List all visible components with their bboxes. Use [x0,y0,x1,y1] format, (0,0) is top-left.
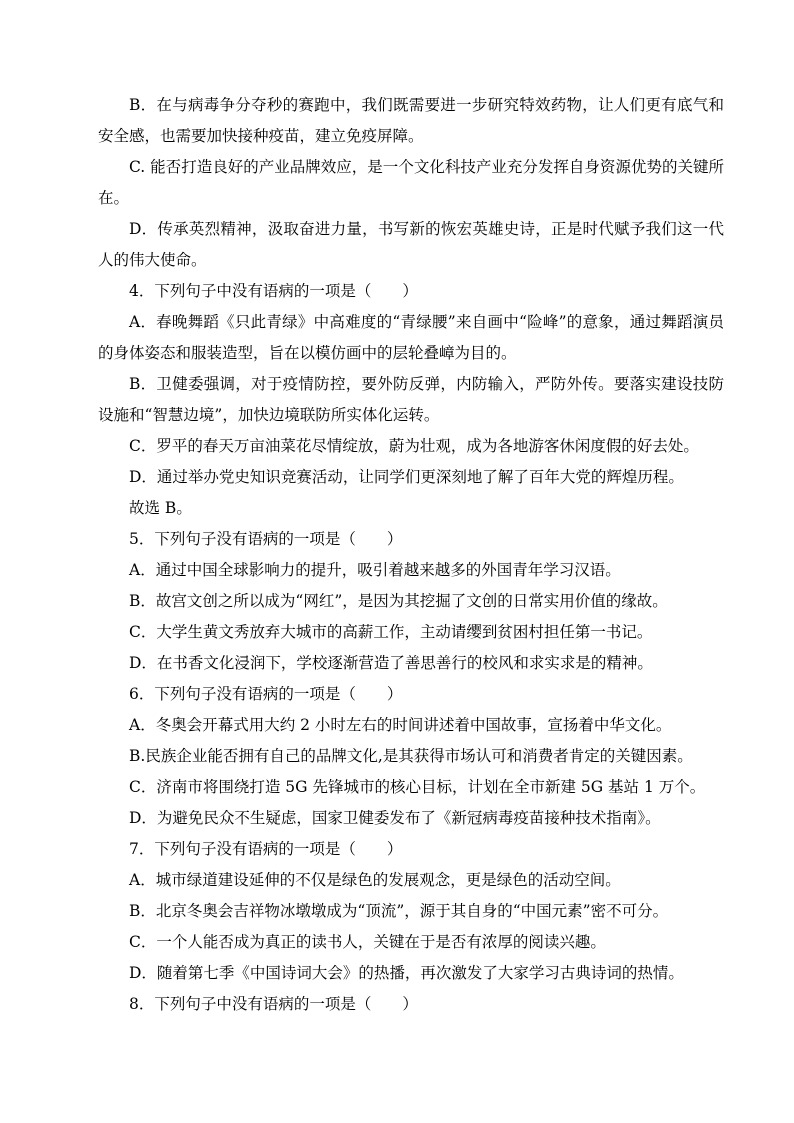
option-paragraph: A．通过中国全球影响力的提升，吸引着越来越多的外国青年学习汉语。 [129,561,621,579]
option-paragraph: C. 能否打造良好的产业品牌效应，是一个文化科技产业充分发挥自身资源优势的关键所在。 [98,158,724,207]
document-body [98,90,724,1020]
option-paragraph: B．卫健委强调，对于疫情防控，要外防反弹，内防输入，严防外传。要落实建设技防设施和“智慧边境”，加快边境联防所实体化运转。 [98,375,724,424]
question-8-prompt: 8．下列句子中没有语病的一项是（ ） [129,995,418,1013]
option-paragraph: B.民族企业能否拥有自己的品牌文化,是其获得市场认可和消费者肯定的关键因素。 [129,747,693,765]
option-paragraph: B．故宫文创之所以成为“网红”，是因为其挖掘了文创的日常实用价值的缘故。 [129,592,668,610]
option-paragraph: D．通过举办党史知识竞赛活动，让同学们更深刻地了解了百年大党的辉煌历程。 [129,468,684,486]
question-7-prompt: 7．下列句子没有语病的一项是（ ） [129,840,403,858]
option-paragraph: A．冬奥会开幕式用大约 2 小时左右的时间讲述着中国故事，宣扬着中华文化。 [129,716,672,734]
option-paragraph: D．在书香文化浸润下，学校逐渐营造了善思善行的校风和求实求是的精神。 [129,654,653,672]
option-paragraph: B．北京冬奥会吉祥物冰墩墩成为“顶流”，源于其自身的“中国元素”密不可分。 [129,902,669,920]
option-paragraph: C．一个人能否成为真正的读书人，关键在于是否有浓厚的阅读兴趣。 [129,933,606,951]
option-paragraph: D．为避免民众不生疑虑，国家卫健委发布了《新冠病毒疫苗接种技术指南》。 [129,809,661,827]
option-paragraph: D．随着第七季《中国诗词大会》的热播，再次激发了大家学习古典诗词的热情。 [129,964,684,982]
option-paragraph: D．传承英烈精神，汲取奋进力量，书写新的恢宏英雄史诗，正是时代赋予我们这一代人的伟大使命。 [98,220,724,269]
option-paragraph: C．济南市将围绕打造 5G 先锋城市的核心目标，计划在全市新建 5G 基站 1 万个。 [129,778,706,796]
question-5-prompt: 5．下列句子没有语病的一项是（ ） [129,530,403,548]
option-paragraph: B．在与病毒争分夺秒的赛跑中，我们既需要进一步研究特效药物，让人们更有底气和安全感，也需要加快接种疫苗，建立免疫屏障。 [98,96,724,145]
answer-line: 故选 B。 [129,499,192,517]
question-4-prompt: 4．下列句子中没有语病的一项是（ ） [129,282,418,300]
option-paragraph: A．城市绿道建设延伸的不仅是绿色的发展观念，更是绿色的活动空间。 [129,871,621,889]
question-6-prompt: 6．下列句子没有语病的一项是（ ） [129,685,403,703]
option-paragraph: A．春晚舞蹈《只此青绿》中高难度的“青绿腰”来自画中“险峰”的意象，通过舞蹈演员的身体姿态和服装造型，旨在以模仿画中的层轮叠嶂为目的。 [98,313,724,362]
option-paragraph: C．大学生黄文秀放弃大城市的高薪工作，主动请缨到贫困村担任第一书记。 [129,623,653,641]
option-paragraph: C．罗平的春天万亩油菜花尽情绽放，蔚为壮观，成为各地游客休闲度假的好去处。 [129,437,699,455]
